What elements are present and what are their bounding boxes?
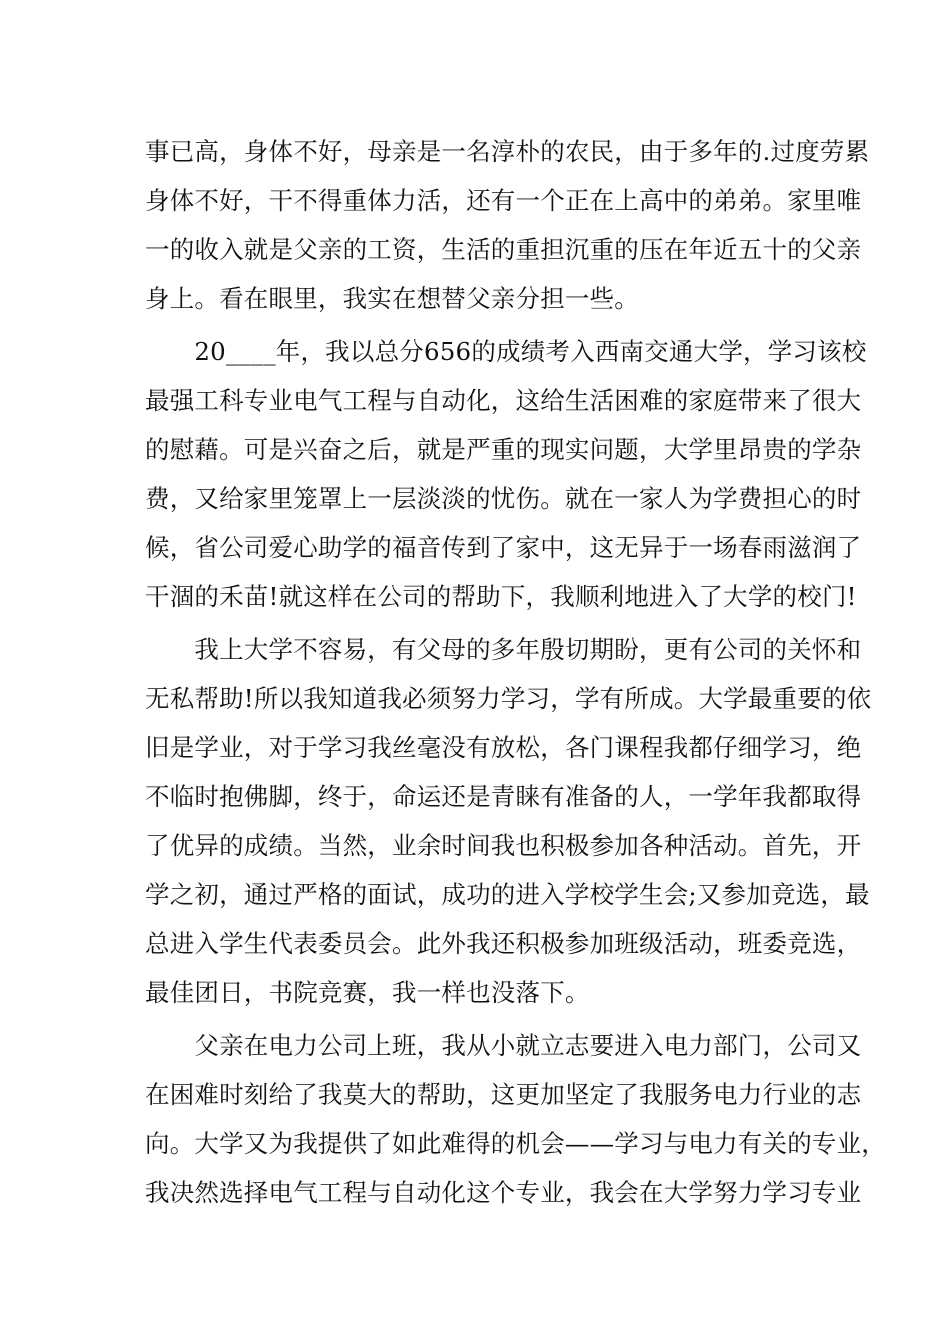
text-line: 一的收入就是父亲的工资，生活的重担沉重的压在年近五十的父亲 [145,235,862,264]
text-line: 事已高，身体不好，母亲是一名淳朴的农民，由于多年的.过度劳累 [145,137,870,166]
text-line: 向。大学又为我提供了如此难得的机会——学习与电力有关的专业， [145,1129,886,1158]
paragraph-first-line: 20____年，我以总分656的成绩考入西南交通大学，学习该校 [145,337,867,366]
text-line: 最强工科专业电气工程与自动化，这给生活困难的家庭带来了很大 [145,386,862,415]
text-line: 最佳团日，书院竞赛，我一样也没落下。 [145,978,590,1007]
text-line: 了优异的成绩。当然，业余时间我也积极参加各种活动。首先，开 [145,831,862,860]
text-line: 干涸的禾苗!就这样在公司的帮助下，我顺利地进入了大学的校门! [145,582,857,611]
text-line: 费，又给家里笼罩上一层淡淡的忧伤。就在一家人为学费担心的时 [145,484,862,513]
text-line: 学之初，通过严格的面试，成功的进入学校学生会;又参加竞选，最 [145,880,870,909]
text-line: 在困难时刻给了我莫大的帮助，这更加坚定了我服务电力行业的志 [145,1080,862,1109]
text-line: 身上。看在眼里，我实在想替父亲分担一些。 [145,284,639,313]
text-line: 旧是学业，对于学习我丝毫没有放松，各门课程我都仔细学习，绝 [145,733,862,762]
text-line: 身体不好，干不得重体力活，还有一个正在上高中的弟弟。家里唯 [145,186,862,215]
text-line: 我决然选择电气工程与自动化这个专业，我会在大学努力学习专业 [145,1178,862,1207]
paragraph-first-line: 我上大学不容易，有父母的多年殷切期盼，更有公司的关怀和 [145,635,862,664]
text-line: 候，省公司爱心助学的福音传到了家中，这无异于一场春雨滋润了 [145,533,862,562]
text-line: 的慰藉。可是兴奋之后，就是严重的现实问题，大学里昂贵的学杂 [145,435,862,464]
paragraph-first-line: 父亲在电力公司上班，我从小就立志要进入电力部门，公司又 [145,1031,862,1060]
text-line: 无私帮助!所以我知道我必须努力学习，学有所成。大学最重要的依 [145,684,872,713]
text-line: 总进入学生代表委员会。此外我还积极参加班级活动，班委竞选， [145,929,862,958]
text-line: 不临时抱佛脚，终于，命运还是青睐有准备的人，一学年我都取得 [145,782,862,811]
